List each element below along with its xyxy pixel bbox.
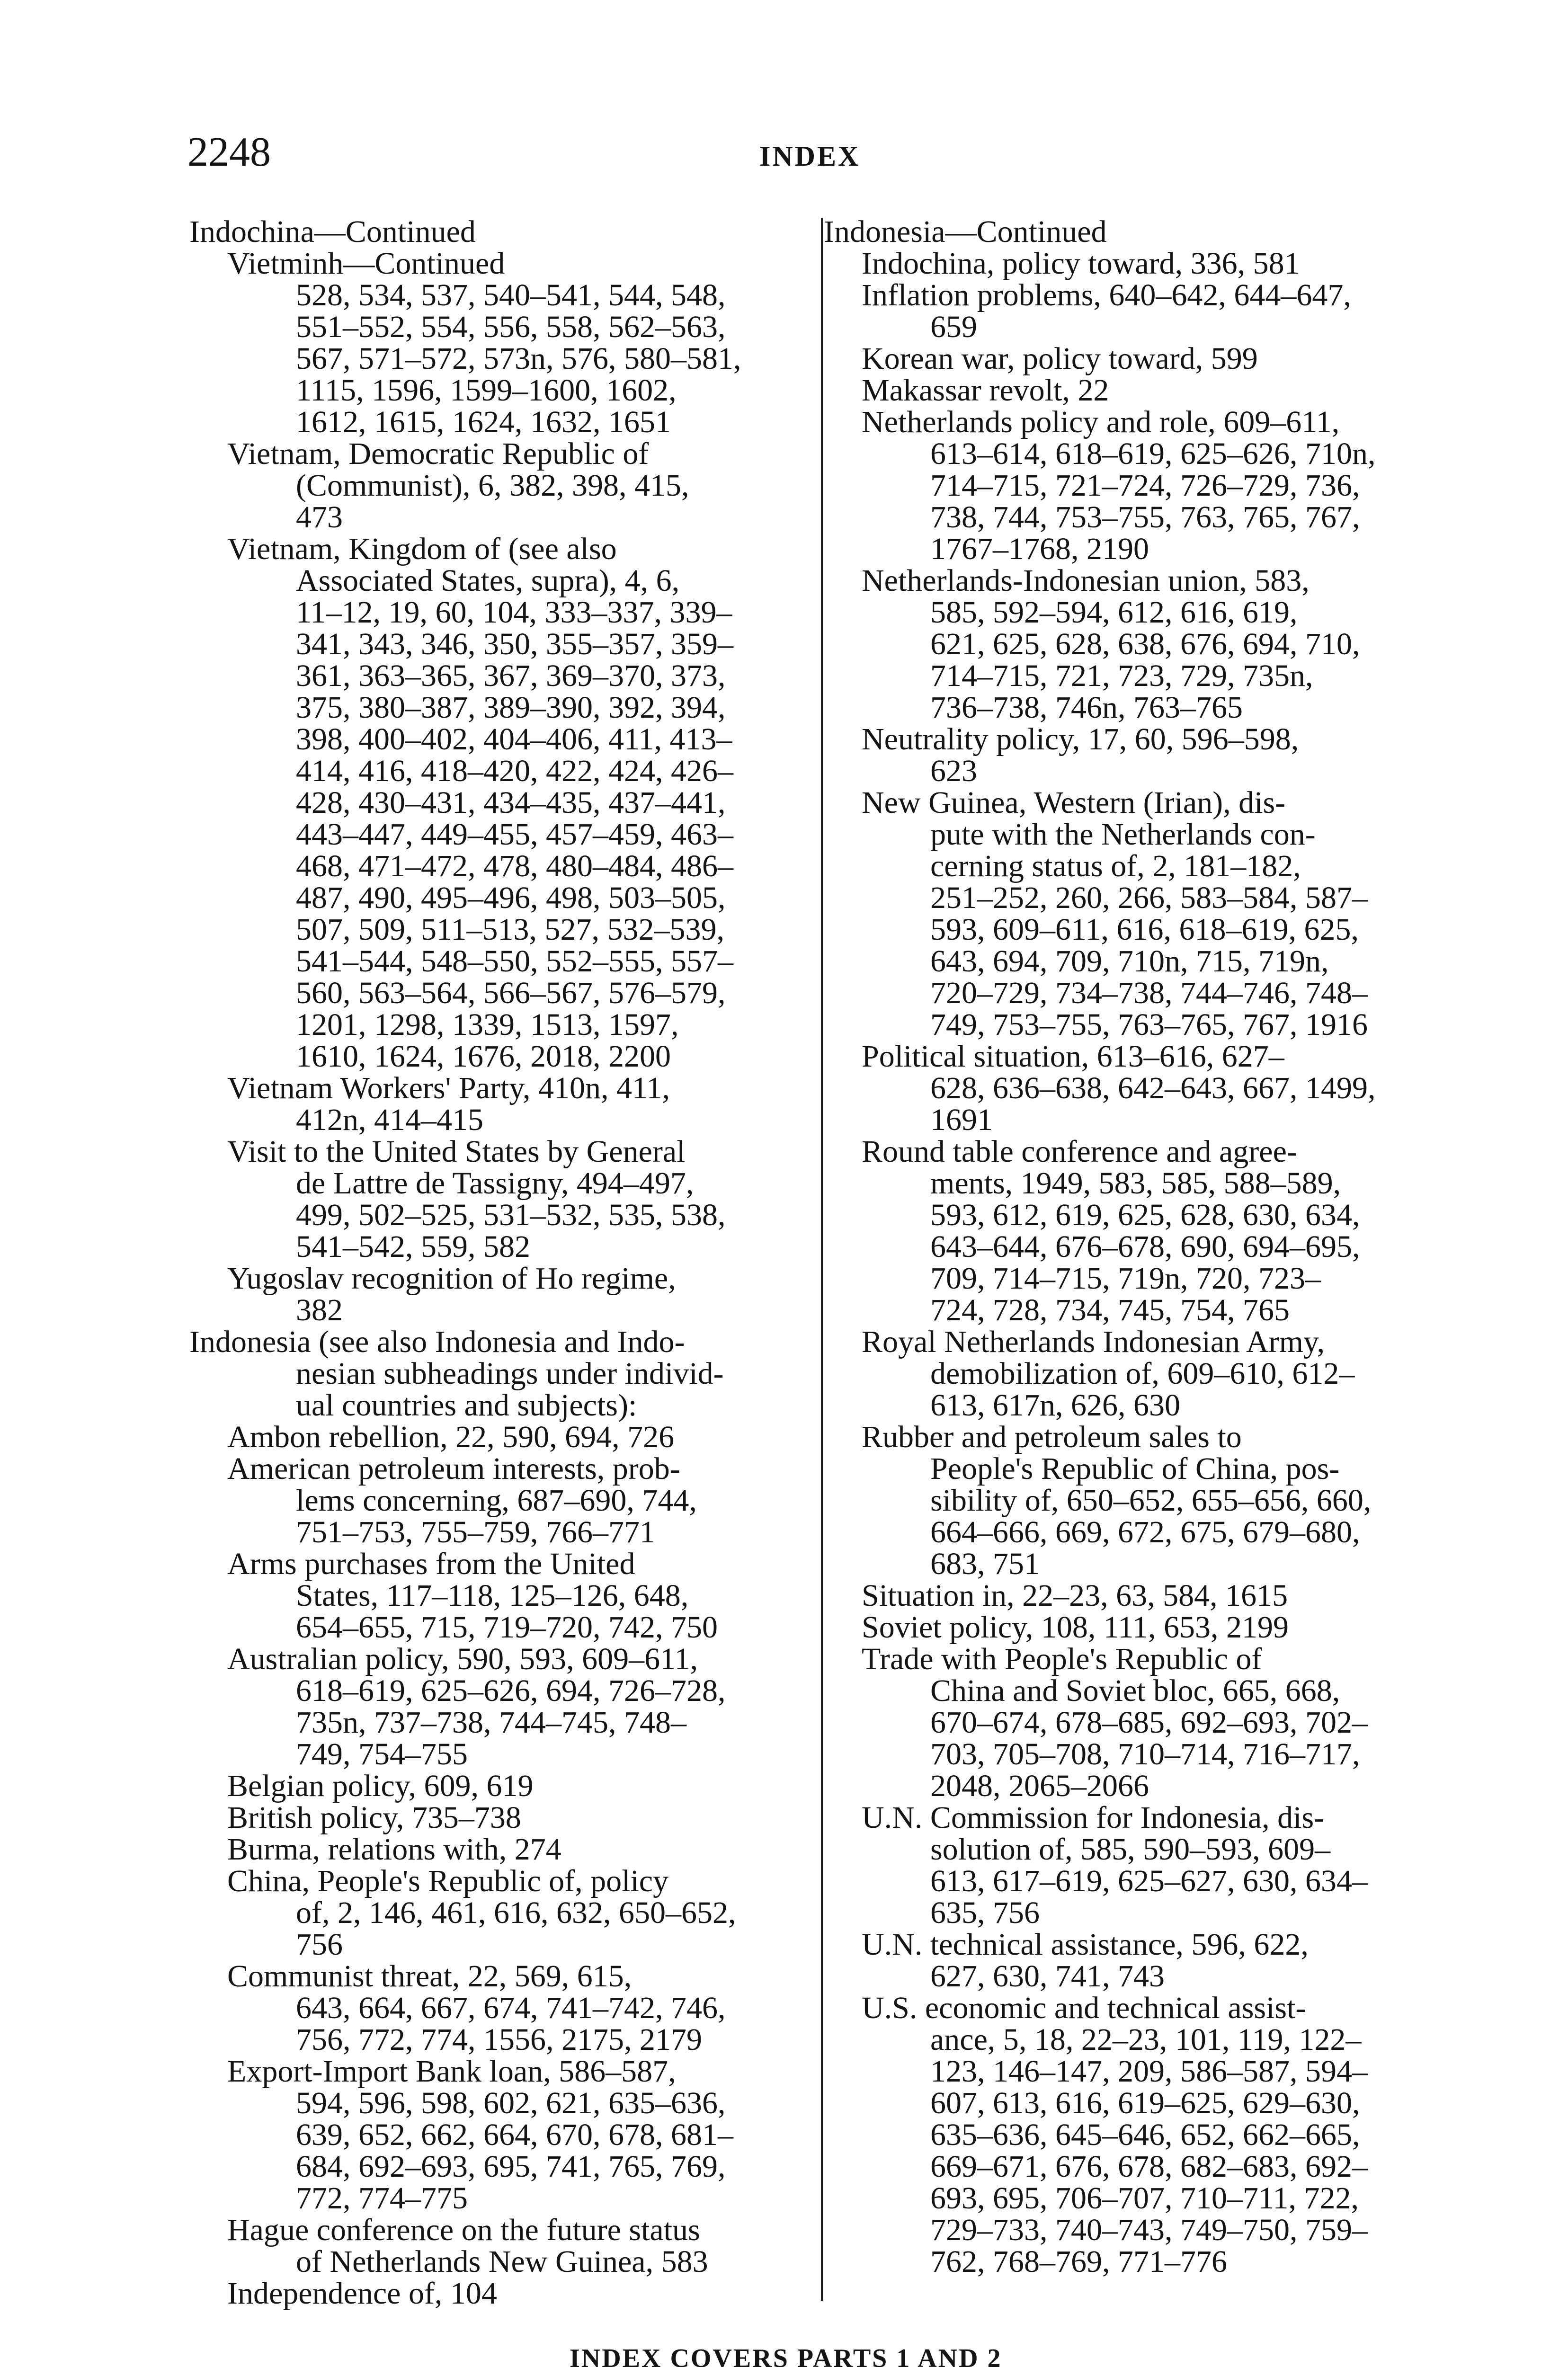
index-line: Indonesia (see also Indonesia and Indo- bbox=[189, 1325, 685, 1359]
index-line: 499, 502–525, 531–532, 535, 538, bbox=[296, 1198, 726, 1232]
index-line: 1610, 1624, 1676, 2018, 2200 bbox=[296, 1039, 671, 1074]
index-line: ual countries and subjects): bbox=[296, 1388, 637, 1423]
running-head: INDEX bbox=[759, 141, 861, 172]
index-line: 756, 772, 774, 1556, 2175, 2179 bbox=[296, 2022, 702, 2057]
index-line: 375, 380–387, 389–390, 392, 394, bbox=[296, 690, 726, 725]
index-line: Hague conference on the future status bbox=[227, 2213, 700, 2247]
index-line: sibility of, 650–652, 655–656, 660, bbox=[930, 1483, 1372, 1518]
index-line: China, People's Republic of, policy bbox=[227, 1864, 669, 1898]
index-line: Netherlands-Indonesian union, 583, bbox=[862, 563, 1310, 598]
index-line: 613, 617–619, 625–627, 630, 634– bbox=[930, 1864, 1368, 1898]
index-line: 729–733, 740–743, 749–750, 759– bbox=[930, 2213, 1368, 2247]
index-line: 643, 664, 667, 674, 741–742, 746, bbox=[296, 1991, 726, 2025]
index-line: 361, 363–365, 367, 369–370, 373, bbox=[296, 658, 726, 693]
index-line: Indochina—Continued bbox=[189, 214, 476, 249]
index-line: 693, 695, 706–707, 710–711, 722, bbox=[930, 2181, 1359, 2216]
index-line: ance, 5, 18, 22–23, 101, 119, 122– bbox=[930, 2022, 1362, 2057]
index-line: 593, 609–611, 616, 618–619, 625, bbox=[930, 912, 1359, 947]
index-line: 749, 754–755 bbox=[296, 1737, 468, 1771]
index-line: New Guinea, Western (Irian), dis- bbox=[862, 785, 1286, 820]
index-line: 528, 534, 537, 540–541, 544, 548, bbox=[296, 278, 726, 312]
index-line: 412n, 414–415 bbox=[296, 1103, 483, 1137]
index-line: 382 bbox=[296, 1293, 343, 1327]
index-line: 618–619, 625–626, 694, 726–728, bbox=[296, 1673, 726, 1708]
index-line: 341, 343, 346, 350, 355–357, 359– bbox=[296, 627, 733, 661]
index-line: Burma, relations with, 274 bbox=[227, 1832, 561, 1867]
index-line: 123, 146–147, 209, 586–587, 594– bbox=[930, 2054, 1368, 2089]
index-line: of Netherlands New Guinea, 583 bbox=[296, 2244, 708, 2279]
index-line: Visit to the United States by General bbox=[227, 1134, 686, 1169]
index-line: Political situation, 613–616, 627– bbox=[862, 1039, 1284, 1074]
index-line: 11–12, 19, 60, 104, 333–337, 339– bbox=[296, 595, 732, 630]
index-line: 567, 571–572, 573n, 576, 580–581, bbox=[296, 341, 741, 376]
index-line: Vietminh—Continued bbox=[227, 246, 505, 281]
index-line: 714–715, 721–724, 726–729, 736, bbox=[930, 468, 1360, 503]
index-line: 670–674, 678–685, 692–693, 702– bbox=[930, 1705, 1368, 1740]
index-line: 507, 509, 511–513, 527, 532–539, bbox=[296, 912, 725, 947]
column-divider bbox=[821, 218, 823, 2301]
index-line: People's Republic of China, pos- bbox=[930, 1451, 1340, 1486]
index-line: of, 2, 146, 461, 616, 632, 650–652, bbox=[296, 1895, 736, 1930]
index-line: Situation in, 22–23, 63, 584, 1615 bbox=[862, 1578, 1288, 1613]
index-line: Vietnam, Kingdom of (see also bbox=[227, 532, 617, 566]
index-line: States, 117–118, 125–126, 648, bbox=[296, 1578, 689, 1613]
index-line: 473 bbox=[296, 500, 343, 534]
index-line: 428, 430–431, 434–435, 437–441, bbox=[296, 785, 726, 820]
index-line: 643, 694, 709, 710n, 715, 719n, bbox=[930, 944, 1329, 979]
index-line: British policy, 735–738 bbox=[227, 1800, 521, 1835]
index-line: Inflation problems, 640–642, 644–647, bbox=[862, 278, 1351, 312]
index-line: 560, 563–564, 566–567, 576–579, bbox=[296, 976, 726, 1010]
index-line: 1612, 1615, 1624, 1632, 1651 bbox=[296, 405, 671, 439]
index-line: 683, 751 bbox=[930, 1547, 1040, 1581]
index-line: 756 bbox=[296, 1927, 343, 1962]
index-line: 2048, 2065–2066 bbox=[930, 1769, 1149, 1803]
index-line: 607, 613, 616, 619–625, 629–630, bbox=[930, 2086, 1360, 2120]
index-line: U.N. technical assistance, 596, 622, bbox=[862, 1927, 1309, 1962]
index-line: ments, 1949, 583, 585, 588–589, bbox=[930, 1166, 1341, 1201]
index-line: 735n, 737–738, 744–745, 748– bbox=[296, 1705, 686, 1740]
index-line: 635, 756 bbox=[930, 1895, 1040, 1930]
index-line: 251–252, 260, 266, 583–584, 587– bbox=[930, 881, 1368, 915]
index-line: U.N. Commission for Indonesia, dis- bbox=[862, 1800, 1325, 1835]
index-line: Arms purchases from the United bbox=[227, 1547, 635, 1581]
index-line: Indonesia—Continued bbox=[824, 214, 1107, 249]
index-column-right bbox=[824, 216, 1439, 2278]
index-line: 772, 774–775 bbox=[296, 2181, 468, 2216]
index-line: 724, 728, 734, 745, 754, 765 bbox=[930, 1293, 1290, 1327]
index-line: Rubber and petroleum sales to bbox=[862, 1420, 1242, 1454]
index-line: 669–671, 676, 678, 682–683, 692– bbox=[930, 2149, 1368, 2184]
index-line: 585, 592–594, 612, 616, 619, bbox=[930, 595, 1298, 630]
index-line: 414, 416, 418–420, 422, 424, 426– bbox=[296, 754, 733, 788]
index-line: 1115, 1596, 1599–1600, 1602, bbox=[296, 373, 677, 408]
index-line: 749, 753–755, 763–765, 767, 1916 bbox=[930, 1007, 1368, 1042]
index-column-left bbox=[189, 216, 810, 2309]
index-line: Soviet policy, 108, 111, 653, 2199 bbox=[862, 1610, 1289, 1645]
index-line: Export-Import Bank loan, 586–587, bbox=[227, 2054, 676, 2089]
index-line: Yugoslav recognition of Ho regime, bbox=[227, 1261, 676, 1296]
index-line: 639, 652, 662, 664, 670, 678, 681– bbox=[296, 2118, 733, 2152]
index-line: Round table conference and agree- bbox=[862, 1134, 1297, 1169]
index-line: 628, 636–638, 642–643, 667, 1499, bbox=[930, 1071, 1376, 1105]
index-line: 762, 768–769, 771–776 bbox=[930, 2244, 1227, 2279]
index-line: 664–666, 669, 672, 675, 679–680, bbox=[930, 1515, 1360, 1549]
index-line: Makassar revolt, 22 bbox=[862, 373, 1109, 408]
index-line: 1201, 1298, 1339, 1513, 1597, bbox=[296, 1007, 679, 1042]
index-line: 643–644, 676–678, 690, 694–695, bbox=[930, 1229, 1360, 1264]
index-line: Ambon rebellion, 22, 590, 694, 726 bbox=[227, 1420, 675, 1454]
index-line: 443–447, 449–455, 457–459, 463– bbox=[296, 817, 733, 852]
index-line: 709, 714–715, 719n, 720, 723– bbox=[930, 1261, 1321, 1296]
index-line: Associated States, supra), 4, 6, bbox=[296, 563, 680, 598]
index-line: Belgian policy, 609, 619 bbox=[227, 1769, 534, 1803]
index-line: 551–552, 554, 556, 558, 562–563, bbox=[296, 310, 726, 344]
index-line: 659 bbox=[930, 310, 977, 344]
index-line: 1691 bbox=[930, 1103, 993, 1137]
index-line: pute with the Netherlands con- bbox=[930, 817, 1316, 852]
index-line: Korean war, policy toward, 599 bbox=[862, 341, 1258, 376]
footer-note: INDEX COVERS PARTS 1 AND 2 bbox=[570, 2344, 1002, 2367]
page-number: 2248 bbox=[187, 129, 271, 175]
index-line: 594, 596, 598, 602, 621, 635–636, bbox=[296, 2086, 726, 2120]
index-line: cerning status of, 2, 181–182, bbox=[930, 849, 1301, 883]
index-line: demobilization of, 609–610, 612– bbox=[930, 1356, 1355, 1391]
index-line: 720–729, 734–738, 744–746, 748– bbox=[930, 976, 1368, 1010]
index-line: 635–636, 645–646, 652, 662–665, bbox=[930, 2118, 1360, 2152]
index-line: (Communist), 6, 382, 398, 415, bbox=[296, 468, 689, 503]
index-line: Indochina, policy toward, 336, 581 bbox=[862, 246, 1300, 281]
index-line: lems concerning, 687–690, 744, bbox=[296, 1483, 697, 1518]
index-line: U.S. economic and technical assist- bbox=[862, 1991, 1306, 2025]
index-line: 541–542, 559, 582 bbox=[296, 1229, 530, 1264]
index-line: Netherlands policy and role, 609–611, bbox=[862, 405, 1340, 439]
index-line: 703, 705–708, 710–714, 716–717, bbox=[930, 1737, 1360, 1771]
index-line: Neutrality policy, 17, 60, 596–598, bbox=[862, 722, 1299, 756]
index-line: 736–738, 746n, 763–765 bbox=[930, 690, 1243, 725]
index-line: Communist threat, 22, 569, 615, bbox=[227, 1959, 632, 1993]
index-line: China and Soviet bloc, 665, 668, bbox=[930, 1673, 1340, 1708]
index-line: Australian policy, 590, 593, 609–611, bbox=[227, 1642, 698, 1676]
index-line: 654–655, 715, 719–720, 742, 750 bbox=[296, 1610, 718, 1645]
index-line: 593, 612, 619, 625, 628, 630, 634, bbox=[930, 1198, 1360, 1232]
index-line: Vietnam Workers' Party, 410n, 411, bbox=[227, 1071, 670, 1105]
index-line: 468, 471–472, 478, 480–484, 486– bbox=[296, 849, 733, 883]
index-line: 621, 625, 628, 638, 676, 694, 710, bbox=[930, 627, 1360, 661]
index-line: 613–614, 618–619, 625–626, 710n, bbox=[930, 436, 1376, 471]
index-line: Trade with People's Republic of bbox=[862, 1642, 1262, 1676]
index-line: Independence of, 104 bbox=[227, 2276, 497, 2311]
index-line: 613, 617n, 626, 630 bbox=[930, 1388, 1180, 1423]
index-line: 627, 630, 741, 743 bbox=[930, 1959, 1165, 1993]
index-line: 714–715, 721, 723, 729, 735n, bbox=[930, 658, 1313, 693]
index-line: Vietnam, Democratic Republic of bbox=[227, 436, 649, 471]
index-line: 684, 692–693, 695, 741, 765, 769, bbox=[296, 2149, 726, 2184]
index-line: Royal Netherlands Indonesian Army, bbox=[862, 1325, 1325, 1359]
index-line: de Lattre de Tassigny, 494–497, bbox=[296, 1166, 694, 1201]
index-line: solution of, 585, 590–593, 609– bbox=[930, 1832, 1331, 1867]
index-line: 738, 744, 753–755, 763, 765, 767, bbox=[930, 500, 1360, 534]
index-line: nesian subheadings under individ- bbox=[296, 1356, 724, 1391]
index-line: 398, 400–402, 404–406, 411, 413– bbox=[296, 722, 732, 756]
index-line: 623 bbox=[930, 754, 977, 788]
index-line: 1767–1768, 2190 bbox=[930, 532, 1149, 566]
index-line: 751–753, 755–759, 766–771 bbox=[296, 1515, 655, 1549]
index-line: American petroleum interests, prob- bbox=[227, 1451, 680, 1486]
index-line: 487, 490, 495–496, 498, 503–505, bbox=[296, 881, 726, 915]
index-line: 541–544, 548–550, 552–555, 557– bbox=[296, 944, 733, 979]
